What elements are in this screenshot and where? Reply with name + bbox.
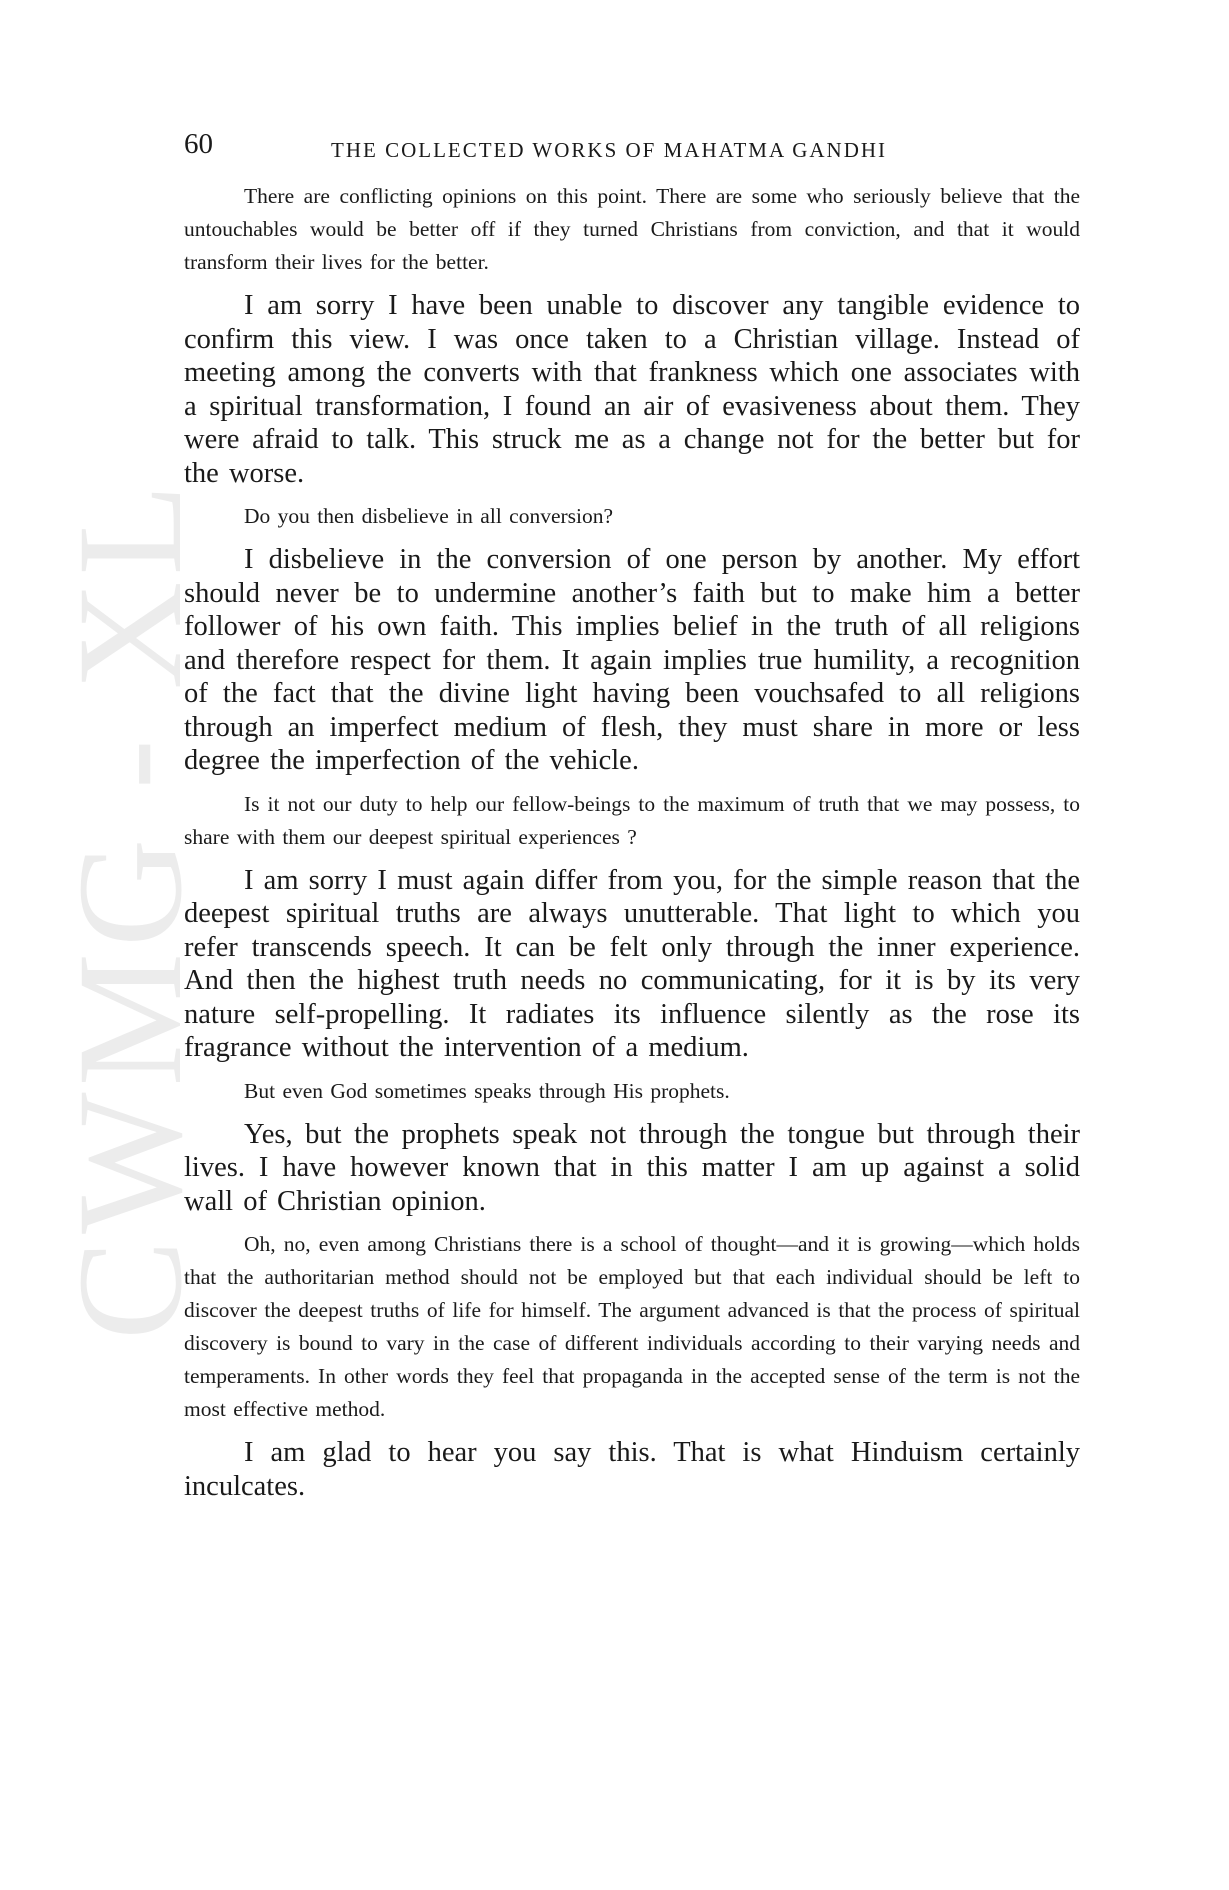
question-paragraph: There are conflicting opinions on this point. There are some who seriously believe that the untouchables would be better off if they turned Christians from conviction, and that it would transform their lives for the better. — [184, 184, 1080, 274]
answer-paragraph: I am sorry I have been unable to discover any tangible evidence to confirm this view. I was once taken to a Christian village. Instead of meeting among the converts with that frankness which one associates with a spiritual transformation, I found an air of evasiveness about them. They were afraid to talk. This struck me as a change not for the better but for the worse. — [184, 290, 1080, 489]
book-page — [184, 128, 1080, 1503]
answer-paragraph: I am sorry I must again differ from you, for the simple reason that the deepest spiritual truths are always unutterable. That light to which you refer transcends speech. It can be felt only through the inner experience. And then the highest truth needs no communicating, for it is by its very nature self-propelling. It radiates its influence silently as the rose its fragrance without the intervention of a medium. — [184, 864, 1080, 1063]
page-number: 60 — [184, 128, 213, 160]
answer-paragraph: I am glad to hear you say this. That is what Hinduism certainly inculcates. — [184, 1437, 1080, 1502]
question-paragraph: Oh, no, even among Christians there is a school of thought—and it is growing—which holds that the authoritarian method should not be employed but that each individual should be left to discover the deepest truths of life for himself. The argument advanced is that the process of spiritual discovery is bound to vary in the case of different individuals according to their varying needs and temperaments. In other words they feel that propaganda in the accepted sense of the term is not the most effective method. — [184, 1232, 1080, 1421]
question-paragraph: But even God sometimes speaks through His prophets. — [244, 1078, 730, 1103]
question-paragraph: Do you then disbelieve in all conversion? — [244, 504, 614, 528]
answer-paragraph: Yes, but the prophets speak not through the tongue but through their lives. I have however known that in this matter I am up against a solid wall of Christian opinion. — [184, 1118, 1080, 1217]
question-paragraph: Is it not our duty to help our fellow-beings to the maximum of truth that we may possess, to share with them our deepest spiritual experiences ? — [184, 791, 1080, 849]
interview-body — [184, 180, 1080, 1503]
watermark-text: CWMG - XL — [47, 477, 213, 1340]
running-title: THE COLLECTED WORKS OF MAHATMA GANDHI — [331, 138, 888, 162]
running-head — [184, 128, 1080, 168]
answer-paragraph: I disbelieve in the conversion of one person by another. My effort should never be to undermine another’s faith but to make him a better follower of his own faith. This implies belief in the truth of all religions and therefore respect for them. It again implies true humility, a recognition of the fact that the divine light having been vouchsafed to all religions through an imperfect medium of flesh, they must share in more or less degree the imperfection of the vehicle. — [184, 544, 1080, 776]
